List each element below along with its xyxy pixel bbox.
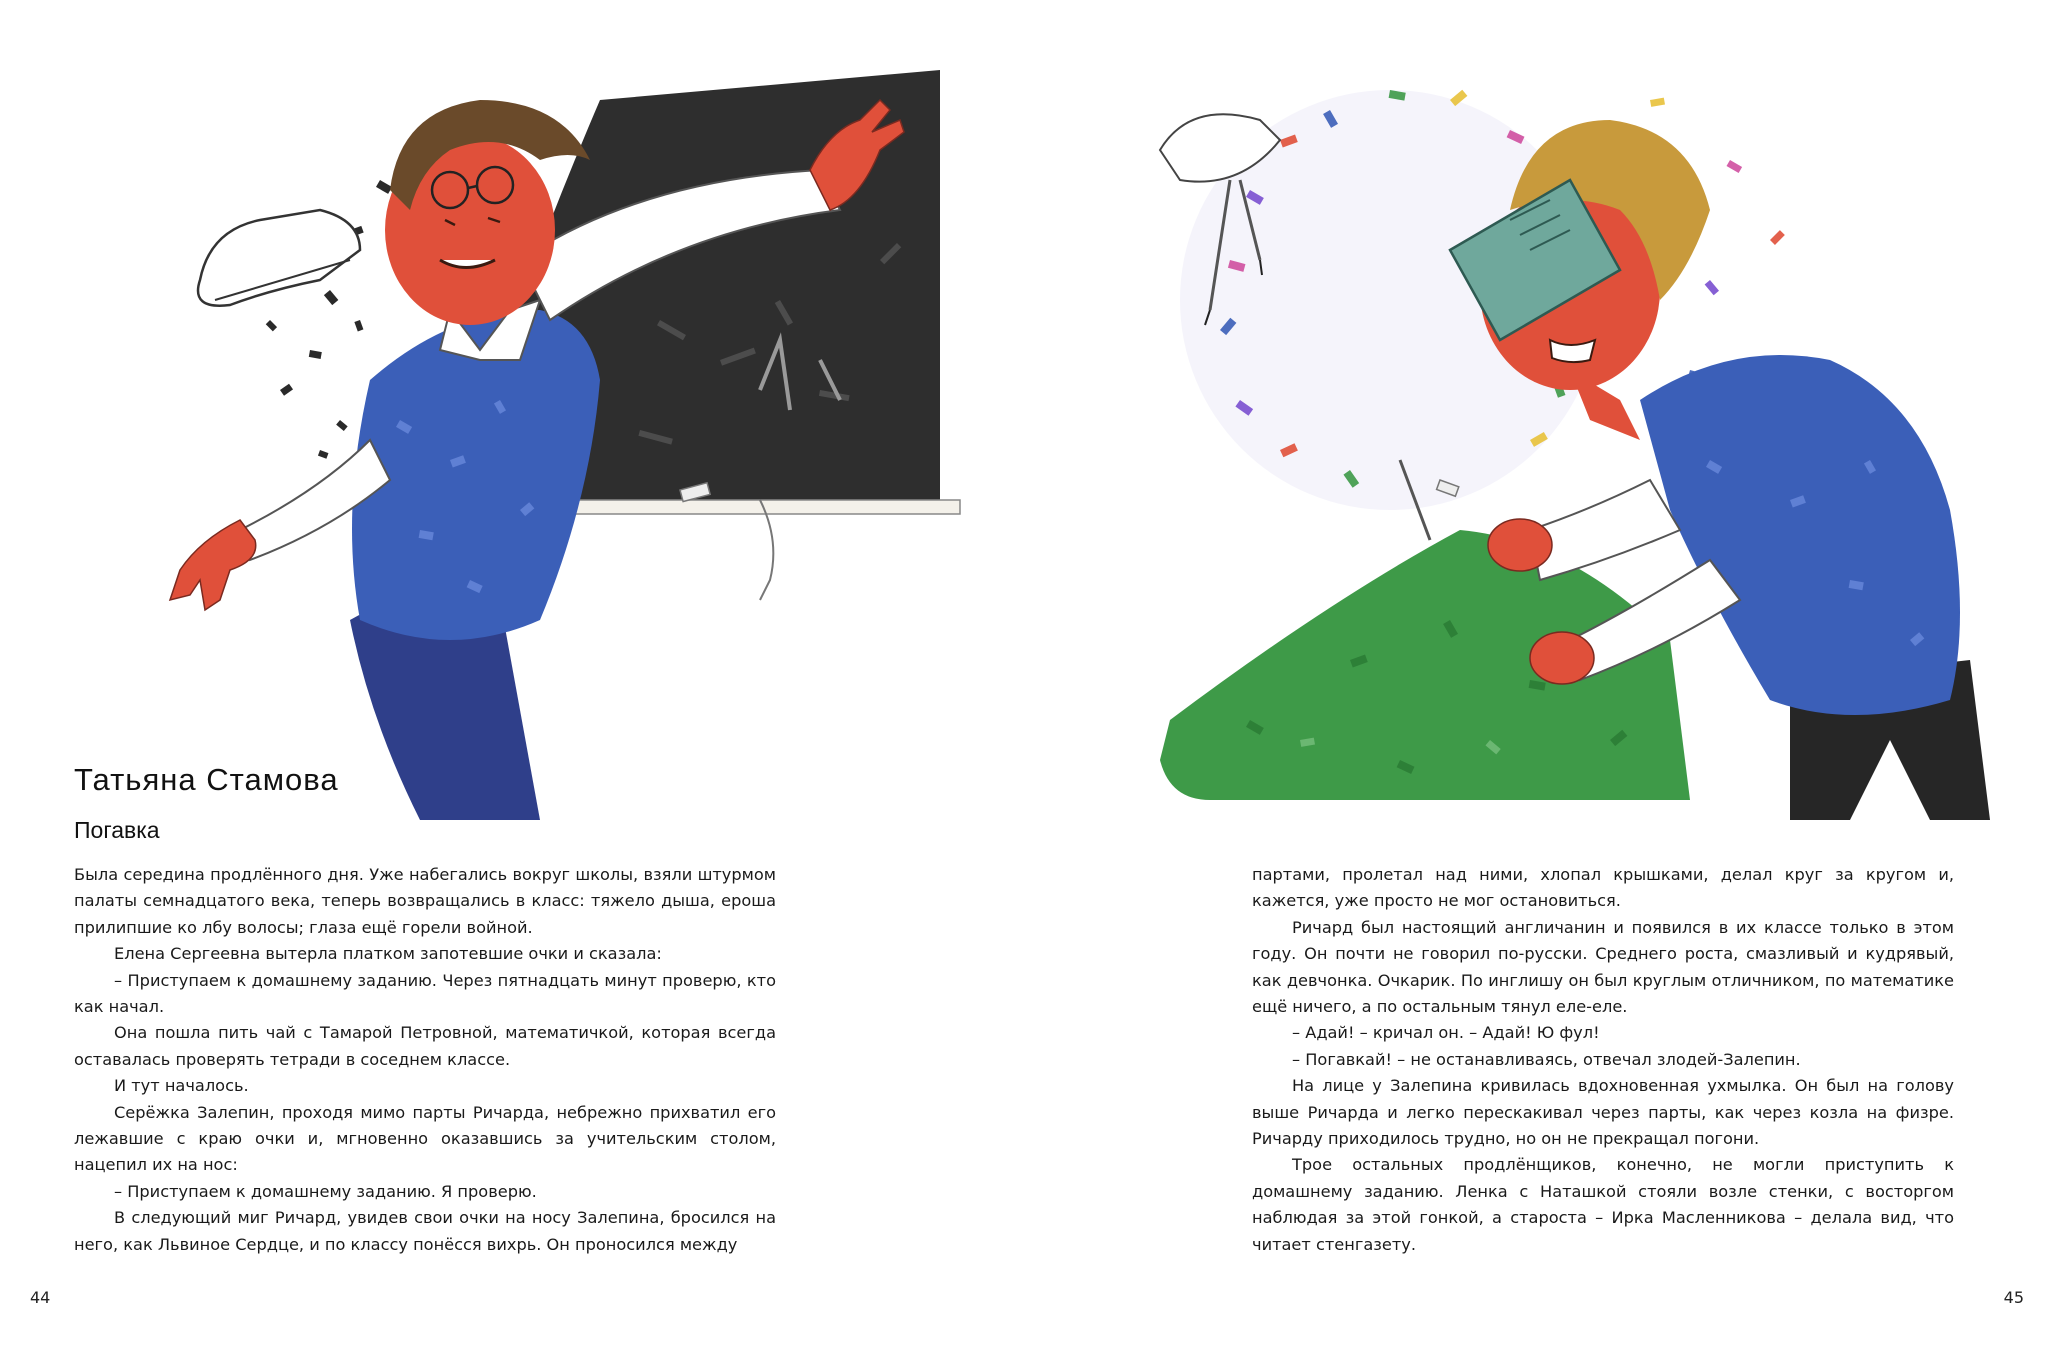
story-title: Погавка (74, 817, 160, 843)
paragraph: В следующий миг Ричард, увидев свои очки на носу Залепина, бросился на него, как Львиное Сердце, и по классу понёсся вихрь. Он проносился между (74, 1208, 776, 1254)
author-name: Татьяна Стамова (74, 762, 339, 797)
paragraph: – Приступаем к домашнему заданию. Через пятнадцать минут проверю, кто как начал. (74, 970, 776, 1017)
page-number-left: 44 (30, 1288, 51, 1307)
paragraph: Елена Сергеевна вытерла платком запотевшие очки и сказала: (114, 944, 662, 964)
paragraph: И тут началось. (114, 1076, 249, 1096)
illustration-left-svg (120, 60, 980, 820)
illustration-right-svg (1150, 40, 2000, 820)
left-text-column (74, 862, 776, 1258)
paragraph: На лице у Залепина кривилась вдохновенная ухмылка. Он был на голову выше Ричарда и легко перескакивал через парты, как через козла на физре. Ричарду приходилось трудно, но он не прекращал погони. (1252, 1076, 1954, 1149)
right-text-column (1252, 862, 1954, 1258)
page-number-right: 45 (2003, 1288, 2024, 1307)
paragraph: Она пошла пить чай с Тамарой Петровной, математичкой, которая всегда оставалась проверять тетради в соседнем классе. (74, 1023, 776, 1069)
illustration-boy-at-blackboard (120, 60, 980, 820)
paragraph: партами, пролетал над ними, хлопал крышками, делал круг за кругом и, кажется, уже просто не мог остановиться. (1252, 865, 1954, 911)
paragraph: Трое остальных продлёнщиков, конечно, не могли приступить к домашнему заданию. Ленка с Наташкой стояли возле стенки, с восторгом наблюдая за этой гонкой, а староста – Ирка Масленникова – делала вид, что читает стенгазету. (1252, 1155, 1954, 1254)
paragraph: – Погавкай! – не останавливаясь, отвечал злодей-Залепин. (1292, 1049, 1801, 1069)
paragraph: – Приступаем к домашнему заданию. Я проверю. (114, 1181, 537, 1201)
illustration-boy-with-book (1150, 40, 2000, 820)
paragraph: Ричард был настоящий англичанин и появился в их классе только в этом году. Он почти не говорил по-русски. Среднего роста, смазливый и кудрявый, как девчонка. Очкарик. По инглишу он был круглым отличником, по математике ещё ничего, а по остальным тянул еле-еле. (1252, 917, 1954, 1017)
paragraph: Была середина продлённого дня. Уже набегались вокруг школы, взяли штурмом палаты семнадцатого века, теперь возвращались в класс: тяжело дыша, ероша прилипшие ко лбу волосы; глаза ещё горели войной. (74, 865, 776, 937)
paragraph: Серёжка Залепин, проходя мимо парты Ричарда, небрежно прихватил его лежавшие с краю очки и, мгновенно оказавшись за учительским столом, нацепил их на нос: (74, 1102, 776, 1175)
paragraph: – Адай! – кричал он. – Адай! Ю фул! (1292, 1023, 1600, 1043)
